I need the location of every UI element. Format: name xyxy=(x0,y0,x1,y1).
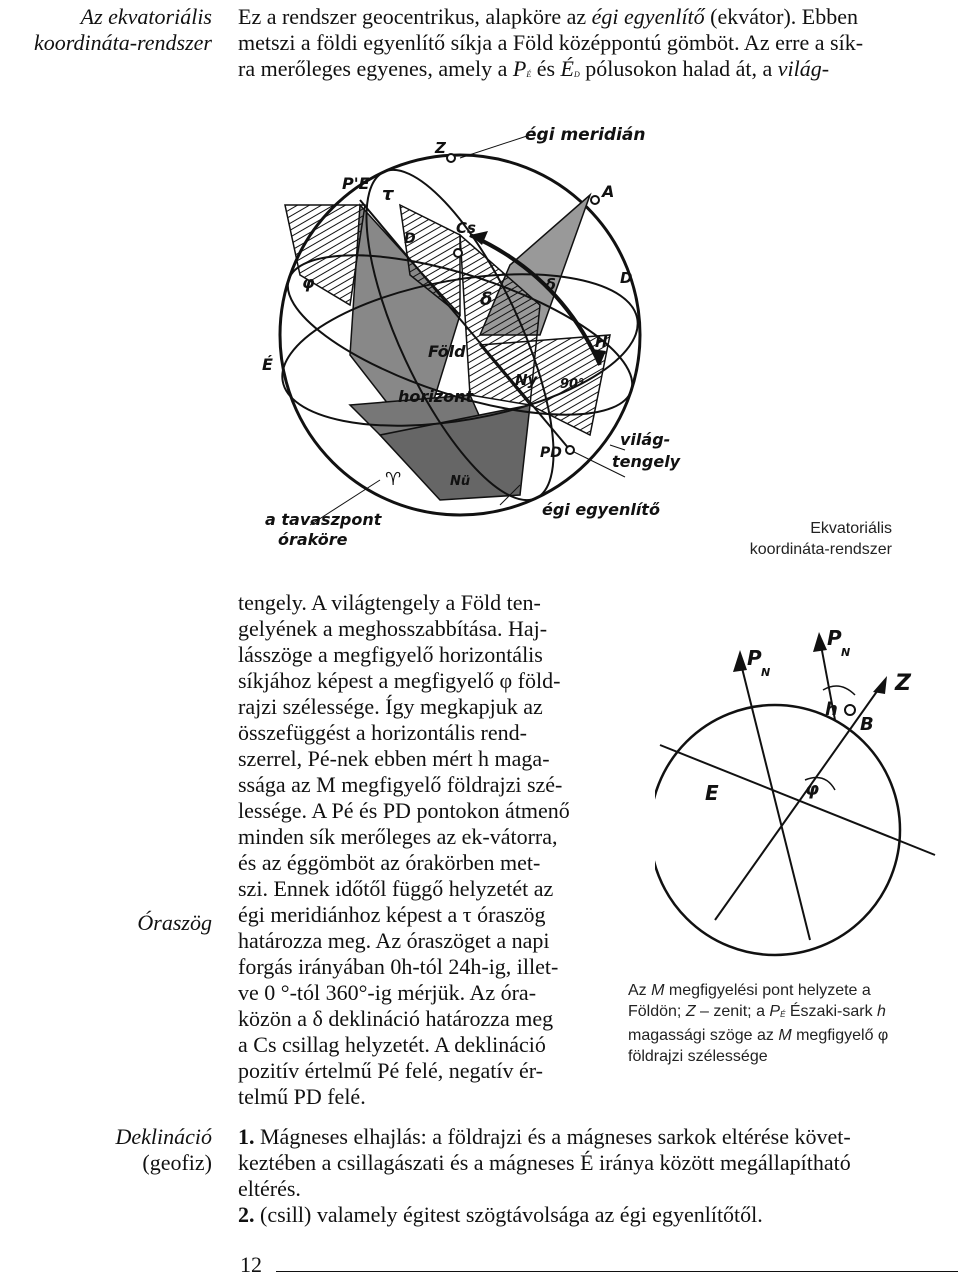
label-pn-2: P xyxy=(827,626,842,650)
label-h: H xyxy=(595,333,608,351)
label-pn-1-sub: N xyxy=(761,666,771,679)
label-h: h xyxy=(825,699,838,720)
label-z: Z xyxy=(895,671,911,696)
label-d: D xyxy=(620,269,633,287)
label-ny: Ny xyxy=(515,371,538,389)
equator-line xyxy=(660,745,935,855)
label-orakore: óraköre xyxy=(278,530,348,549)
label-phi: φ xyxy=(302,273,315,292)
definitions: 1. Mágneses elhajlás: a földrajzi és a mágneses sarkok eltérése követ- keztében a csillagászati és a mágneses É iránya között megállapítható eltérés. 2. (csill) valamely égitest szögtávolsága az égi egyenlítőtől. xyxy=(238,1124,958,1228)
footer-rule xyxy=(276,1271,958,1272)
label-delta-1: δ xyxy=(480,289,493,310)
label-aries: ♈ xyxy=(385,469,402,490)
label-tengely: tengely xyxy=(612,452,681,471)
margin-label-deklinacio: Deklináció (geofiz) xyxy=(115,1124,212,1175)
label-egi-meridian: égi meridián xyxy=(525,125,646,145)
label-nu: Nü xyxy=(450,474,471,489)
point-cs xyxy=(454,249,462,257)
point-pd xyxy=(566,446,574,454)
label-tavaszpont: a tavaszpont xyxy=(265,510,382,529)
point-b xyxy=(845,705,855,715)
figure2-caption: Az M megfigyelési pont helyzete a Földön; Z – zenit; a PÉ Északi-sark h magassági szöge az M megfigyelő φ földrajzi szélessége xyxy=(628,982,889,1065)
label-tau: τ xyxy=(382,184,394,205)
definition-1: 1. Mágneses elhajlás: a földrajzi és a mágneses sarkok eltérése követ- xyxy=(238,1124,851,1149)
point-a xyxy=(591,196,599,204)
main-paragraph: tengely. A világtengely a Föld ten- gelyének a meghosszabbítása. Haj- lásszöge a megfigyelő horizontális síkjához képest a megfigyelő φ föld- rajzi szélessége. Így megkapjuk az összefüggést a horizontális rend- szerrel, Pé-nek ebben mért h maga- ssága az M megfigyelő földrajzi szé- lessége. A Pé és PD pontokon átmenő minden sík merőleges az ek-vátorra, és az éggömböt az órakörben met- szi. Ennek időtől függő helyzetét az égi meridiánhoz képest a τ óraszög határozza meg. Az óraszöget a napi forgás irányában 0h-tól 24h-ig, illet- ve 0 °-tól 360°-ig mérjük. Az óra- közön a δ deklináció határozza meg a Cs csillag helyzetét. A deklináció pozitív értelmű Pé felé, negatív ér- telmű PD felé. xyxy=(238,590,570,1109)
label-b: B xyxy=(860,714,874,735)
figure1-caption: Ekvatoriális koordináta-rendszer xyxy=(749,520,892,558)
label-a: A xyxy=(602,182,615,201)
earth-circle xyxy=(655,705,900,955)
label-fold: Föld xyxy=(428,342,466,361)
label-pn-1: P xyxy=(747,646,762,670)
label-pe: P'E xyxy=(342,174,370,193)
margin-label-oraszog: Óraszög xyxy=(137,910,212,935)
label-90deg: 90° xyxy=(560,377,585,392)
label-egi-egyenlito: égi egyenlítő xyxy=(542,500,660,519)
page-number: 12 xyxy=(240,1252,262,1277)
label-e: É xyxy=(262,355,273,374)
label-cs: Cs xyxy=(456,219,476,237)
label-vilag: világ- xyxy=(620,430,671,449)
margin-label-ekvatorialis: Az ekvatoriális koordináta-rendszer xyxy=(33,4,212,55)
label-pd: PD xyxy=(540,445,562,461)
zenith-point xyxy=(447,154,455,162)
latitude-figure xyxy=(655,620,955,970)
intro-paragraph: Ez a rendszer geocentrikus, alapköre az égi egyenlítő (ekvátor). Ebben metszi a földi egyenlítő síkja a Föld középpontú gömböt. Az erre a sík- ra merőleges egyenes, amely a PÉ és ÉD pólusokon halad át, a világ- xyxy=(238,4,864,81)
definition-2: 2. (csill) valamely égitest szögtávolsága az égi egyenlítőtől. xyxy=(238,1202,763,1227)
label-d-inner: D xyxy=(404,231,416,247)
label-e: E xyxy=(705,781,719,805)
label-delta-2: δ xyxy=(545,275,556,294)
label-pn-2-sub: N xyxy=(841,646,851,659)
label-horizont: horizont xyxy=(398,387,474,406)
label-z: Z xyxy=(435,139,446,157)
label-phi: φ xyxy=(805,779,820,800)
celestial-sphere-figure xyxy=(230,105,690,570)
